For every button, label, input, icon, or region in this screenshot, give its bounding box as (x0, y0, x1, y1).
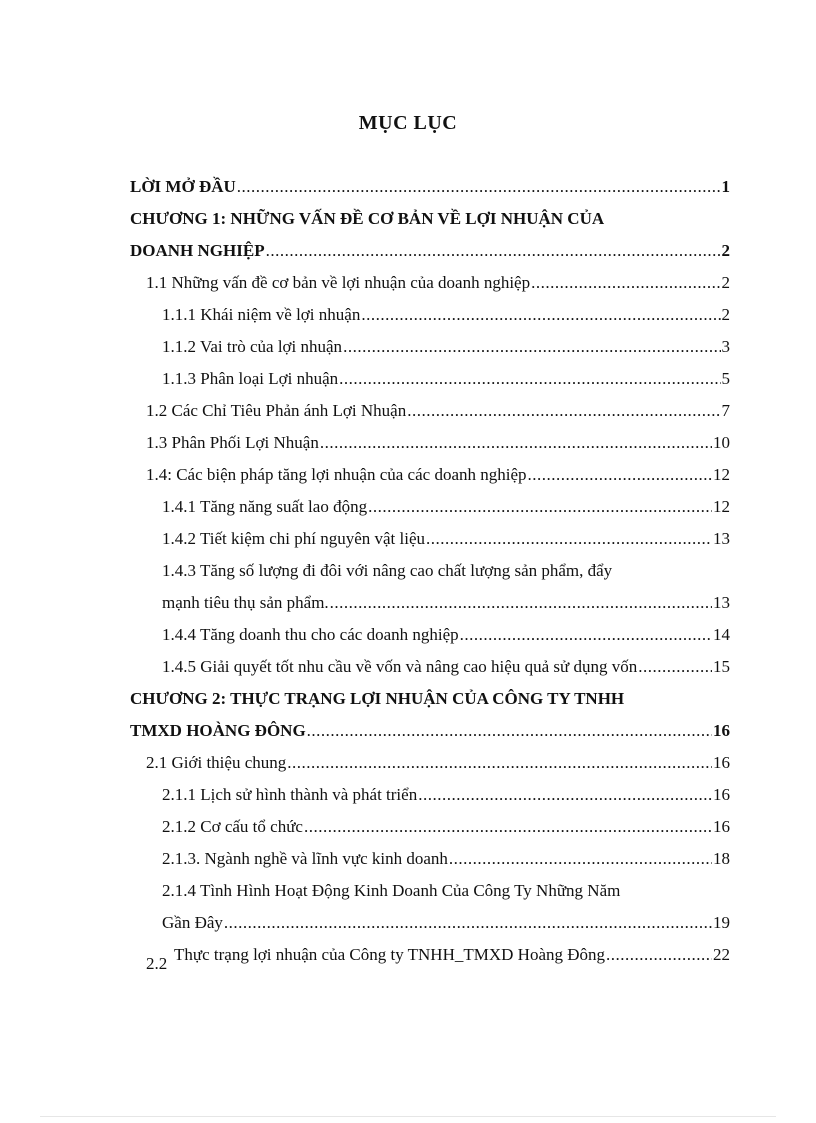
toc-page-number: 7 (721, 401, 730, 420)
toc-entry-2-2[interactable] (174, 942, 730, 968)
toc-entry-text: 1.4: Các biện pháp tăng lợi nhuận của các doanh nghiệp (146, 465, 527, 484)
toc-page-number: 19 (713, 913, 730, 932)
leader-dots (320, 430, 712, 456)
leader-dots (531, 270, 720, 296)
toc-entry-chapter-2[interactable] (130, 686, 730, 712)
toc-page-number: 2 (721, 241, 730, 260)
toc-entry-2-1-2[interactable] (162, 814, 730, 840)
toc-entry-chapter-1-cont[interactable] (130, 238, 730, 264)
toc-page-number: 16 (713, 785, 730, 804)
toc-entry-1-3[interactable] (146, 430, 730, 456)
toc-entry-text: 1.4.4 Tăng doanh thu cho các doanh nghiệp (162, 625, 459, 644)
toc-entry-text: 1.4.1 Tăng năng suất lao động (162, 497, 368, 516)
leader-dots (407, 398, 720, 424)
toc-entry-text: TMXD HOÀNG ĐÔNG (130, 721, 306, 740)
toc-page-number: 5 (721, 369, 730, 388)
toc-page-number: 12 (713, 465, 730, 484)
toc-entry-text-line1: CHƯƠNG 1: NHỮNG VẤN ĐỀ CƠ BẢN VỀ LỢI NHUẬN CỦA (130, 209, 605, 228)
toc-entry-text: 1.1.2 Vai trò của lợi nhuận (162, 337, 343, 356)
toc-entry-1-4[interactable] (146, 462, 730, 488)
toc-entry-text: 1.1.3 Phân loại Lợi nhuận (162, 369, 339, 388)
toc-page-number: 10 (713, 433, 730, 452)
leader-dots (343, 334, 720, 360)
toc-page-number: 22 (713, 945, 730, 964)
toc-entry-text: DOANH NGHIỆP (130, 241, 265, 260)
toc-page-number: 16 (713, 817, 730, 836)
page-bottom-divider (40, 1116, 776, 1117)
toc-entry-2-1-3[interactable] (162, 846, 730, 872)
toc-entry-1-1[interactable] (146, 270, 730, 296)
leader-dots (339, 366, 720, 392)
toc-entry-2-1-4-cont[interactable] (162, 910, 730, 936)
leader-dots (368, 494, 712, 520)
toc-page-number: 16 (713, 753, 730, 772)
toc-entry-text: mạnh tiêu thụ sản phẩm. (162, 593, 329, 612)
toc-page-number: 2 (721, 273, 730, 292)
toc-entry-text: 1.1.1 Khái niệm về lợi nhuận (162, 305, 361, 324)
toc-page-number: 18 (713, 849, 730, 868)
toc-entry-text: 1.1 Những vấn đề cơ bản về lợi nhuận của doanh nghiệp (146, 273, 531, 292)
toc-entry-1-4-1[interactable] (162, 494, 730, 520)
toc-entry-1-4-4[interactable] (162, 622, 730, 648)
toc-entry-1-2[interactable] (146, 398, 730, 424)
leader-dots (638, 654, 712, 680)
leader-dots (426, 526, 712, 552)
toc-entry-text: 1.2 Các Chỉ Tiêu Phản ánh Lợi Nhuận (146, 401, 407, 420)
toc-entry-text: 2.1.3. Ngành nghề và lĩnh vực kinh doanh (162, 849, 448, 868)
leader-dots (266, 238, 721, 264)
leader-dots (528, 462, 712, 488)
leader-dots (418, 782, 712, 808)
toc-entry-text: 1.4.2 Tiết kiệm chi phí nguyên vật liệu (162, 529, 426, 548)
toc-entry-1-4-3[interactable] (162, 558, 730, 584)
toc-entry-1-1-2[interactable] (162, 334, 730, 360)
toc-page-number: 14 (713, 625, 730, 644)
leader-dots (224, 910, 712, 936)
toc-entry-1-4-3-cont[interactable] (162, 590, 730, 616)
leader-dots (606, 942, 712, 968)
toc-entry-text: 2.1.2 Cơ cấu tổ chức (162, 817, 303, 836)
toc-page-number: 2 (721, 305, 730, 324)
toc-page-number: 13 (713, 529, 730, 548)
toc-entry-1-1-1[interactable] (162, 302, 730, 328)
toc-entry-text: LỜI MỞ ĐẦU (130, 177, 236, 196)
toc-entry-chapter-1[interactable] (130, 206, 730, 232)
toc-entry-text: 2.1 Giới thiệu chung (146, 753, 287, 772)
leader-dots (307, 718, 712, 744)
leader-dots (237, 174, 721, 200)
toc-entry-text-line1: 1.4.3 Tăng số lượng đi đôi với nâng cao chất lượng sản phẩm, đẩy (162, 561, 613, 580)
toc-entry-text: Gần Đây (162, 913, 223, 932)
leader-dots (449, 846, 712, 872)
toc-entry-2-2-number: 2.2 (146, 954, 168, 973)
toc-page-number: 1 (721, 177, 730, 196)
toc-entry-text: 1.4.5 Giải quyết tốt nhu cầu về vốn và nâng cao hiệu quả sử dụng vốn (162, 657, 638, 676)
leader-dots (330, 590, 712, 616)
toc-entry-text-line1: CHƯƠNG 2: THỰC TRẠNG LỢI NHUẬN CỦA CÔNG TY TNHH (130, 689, 625, 708)
toc-entry-2-1-1[interactable] (162, 782, 730, 808)
toc-entry-2-1[interactable] (146, 750, 730, 776)
toc-entry-text: 1.3 Phân Phối Lợi Nhuận (146, 433, 319, 452)
toc-page-number: 15 (713, 657, 730, 676)
toc-page-number: 16 (713, 721, 730, 740)
toc-page-number: 3 (721, 337, 730, 356)
toc-title: MỤC LỤC (358, 112, 458, 134)
toc-page-number: 13 (713, 593, 730, 612)
toc-entry-1-1-3[interactable] (162, 366, 730, 392)
leader-dots (287, 750, 712, 776)
toc-entry-text: Thực trạng lợi nhuận của Công ty TNHH_TMXD Hoàng Đông (174, 945, 606, 964)
toc-entry-2-1-4[interactable] (162, 878, 730, 904)
toc-entry-intro[interactable] (130, 174, 730, 200)
leader-dots (460, 622, 712, 648)
toc-entry-text: 2.1.1 Lịch sử hình thành và phát triển (162, 785, 418, 804)
toc-page-number: 12 (713, 497, 730, 516)
leader-dots (361, 302, 720, 328)
toc-entry-text-line1: 2.1.4 Tình Hình Hoạt Động Kinh Doanh Của Công Ty Những Năm (162, 881, 621, 900)
toc-entry-1-4-5[interactable] (162, 654, 730, 680)
leader-dots (304, 814, 712, 840)
toc-entry-1-4-2[interactable] (162, 526, 730, 552)
toc-entry-chapter-2-cont[interactable] (130, 718, 730, 744)
